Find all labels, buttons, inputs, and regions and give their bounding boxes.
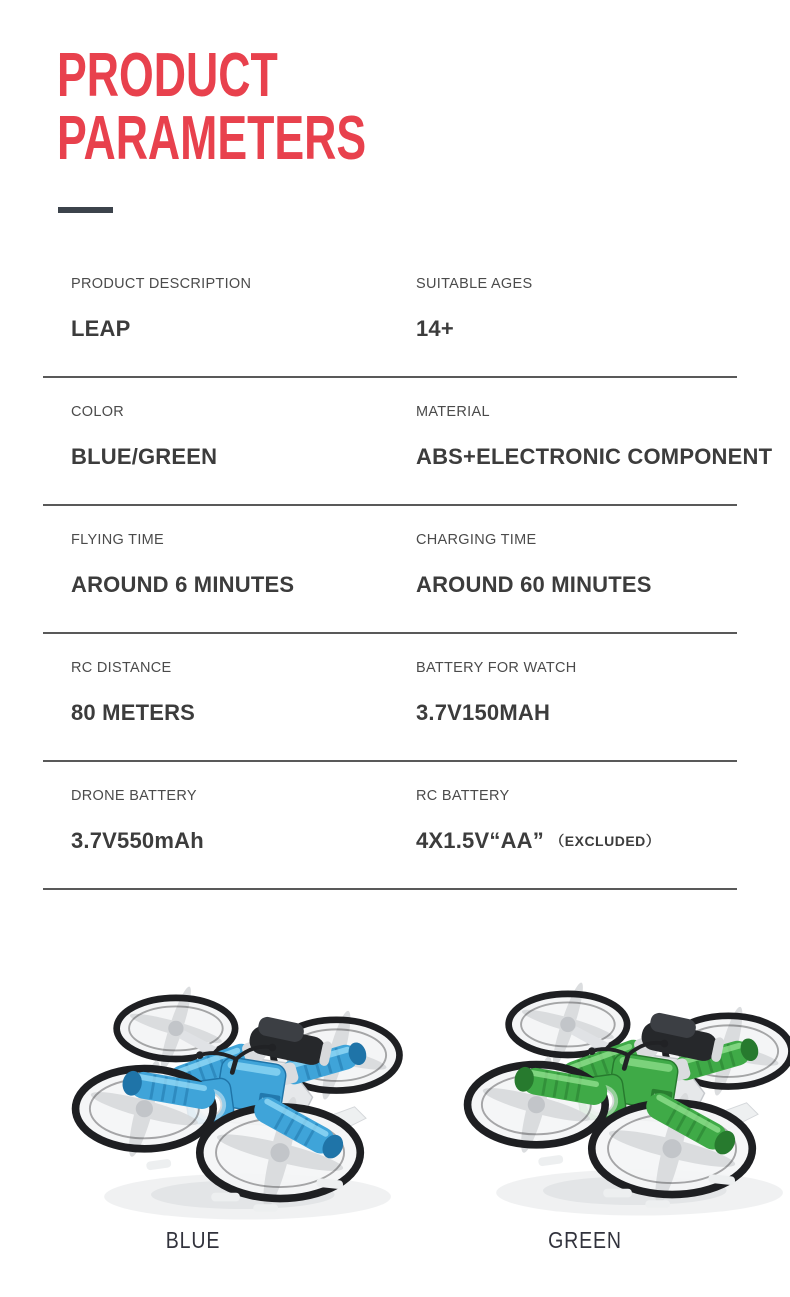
drone-blue-illustration <box>66 962 410 1242</box>
spec-value: BLUE/GREEN <box>71 444 218 469</box>
spec-label: MATERIAL <box>416 404 490 420</box>
spec-row <box>43 506 737 634</box>
title-underline <box>58 207 113 213</box>
spec-label: CHARGING TIME <box>416 532 537 548</box>
spec-row <box>43 250 737 378</box>
page-title-line1: PRODUCT <box>57 41 278 110</box>
spec-label: BATTERY FOR WATCH <box>416 660 577 676</box>
spec-value-note: （EXCLUDED） <box>550 833 661 849</box>
spec-label: DRONE BATTERY <box>71 788 197 804</box>
spec-value-main: 4X1.5V“AA” <box>416 828 544 853</box>
spec-label: RC BATTERY <box>416 788 510 804</box>
spec-row <box>43 634 737 762</box>
product-image-green <box>458 958 790 1238</box>
spec-value: 14+ <box>416 316 454 341</box>
product-image-blue <box>66 962 410 1242</box>
spec-value: LEAP <box>71 316 131 341</box>
spec-value: 3.7V150MAH <box>416 700 551 725</box>
product-caption-green: GREEN <box>548 1227 622 1253</box>
spec-value <box>416 828 660 854</box>
spec-value: ABS+ELECTRONIC COMPONENT <box>416 444 773 469</box>
spec-label: FLYING TIME <box>71 532 164 548</box>
spec-label: COLOR <box>71 404 125 420</box>
spec-label: PRODUCT DESCRIPTION <box>71 276 252 292</box>
spec-value: AROUND 60 MINUTES <box>416 572 652 597</box>
spec-row <box>43 762 737 890</box>
product-caption-blue: BLUE <box>165 1227 221 1253</box>
drone-green-illustration <box>458 958 790 1238</box>
page-title <box>57 41 486 173</box>
spec-label: RC DISTANCE <box>71 660 172 676</box>
spec-row <box>43 378 773 506</box>
spec-value: AROUND 6 MINUTES <box>71 572 295 597</box>
spec-value: 80 METERS <box>71 700 196 725</box>
spec-label: SUITABLE AGES <box>416 276 533 292</box>
spec-table <box>43 250 773 890</box>
spec-value: 3.7V550mAh <box>71 828 204 853</box>
page-title-line2: PARAMETERS <box>57 104 367 173</box>
